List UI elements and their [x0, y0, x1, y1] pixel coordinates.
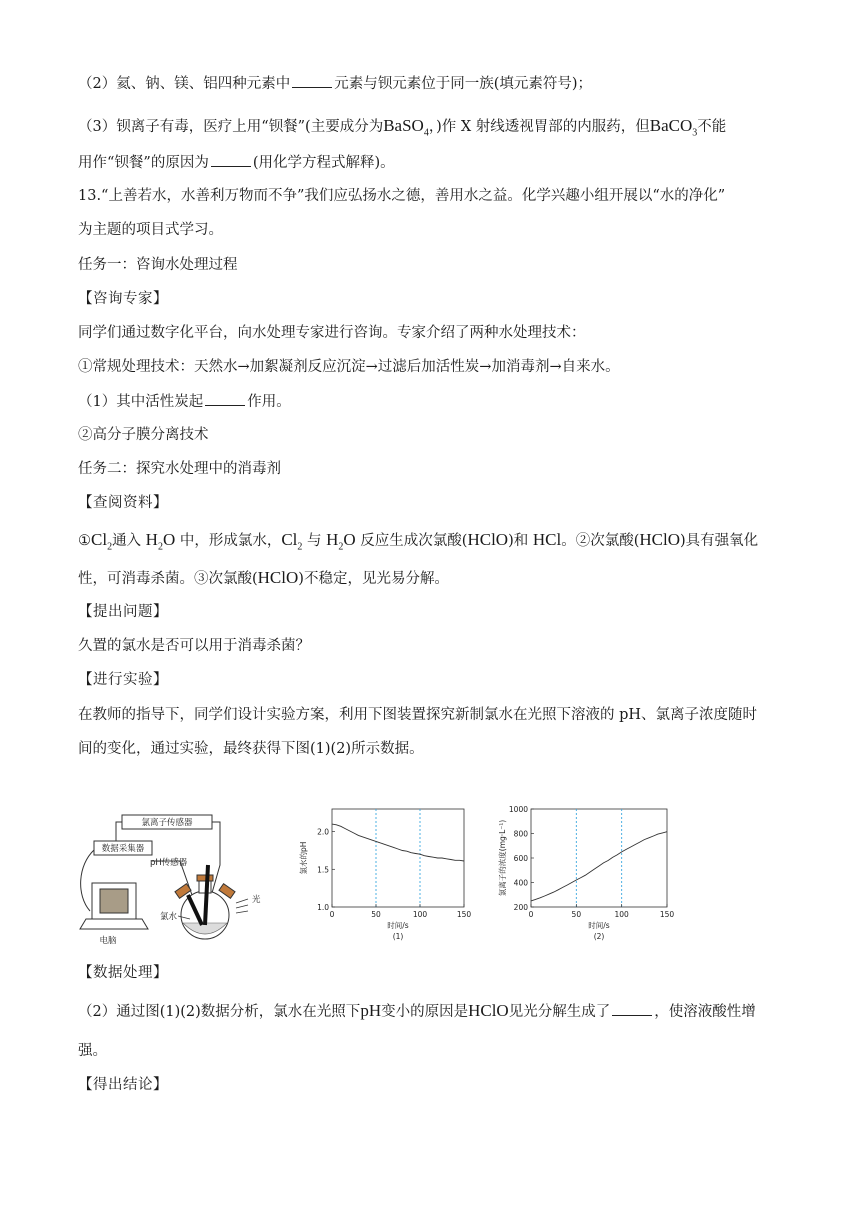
formula-hclo: HClO	[639, 530, 681, 549]
computer-label: 电脑	[99, 936, 117, 946]
chart-caption: (1)	[392, 932, 404, 941]
reference-line1: $①Cl_2$通入 $H_2O$ 中，形成氯水，$Cl_2$ 与 $H_2O$ 反应生成次氯酸(HClO)和 HCl。②次氯酸(HClO)具有强氧化	[78, 530, 759, 553]
formula-baco3: BaCO$_3$	[649, 116, 698, 139]
q13-part2-line1: （2）通过图(1)(2)数据分析，氯水在光照下pH变小的原因是HClO见光分解生成了 ，使溶液酸性增	[78, 1001, 756, 1020]
formula-cl2: $Cl_2$	[281, 530, 303, 553]
x-tick-label: 100	[614, 910, 629, 919]
q12-part3-line1: （3）钡离子有毒，医疗上用“钡餐”(主要成分为BaSO$_4$，)作 X 射线透视胃部的内服药，但BaCO$_3$不能	[78, 116, 727, 139]
formula-h2o: $H_2O$	[145, 530, 176, 553]
y-tick-label: 1000	[508, 805, 528, 814]
answer-blank[interactable]	[205, 391, 245, 406]
question-text: 久置的氯水是否可以用于消毒杀菌？	[78, 638, 310, 654]
consult-text: 同学们通过数字化平台，向水处理专家进行咨询。专家介绍了两种水处理技术：	[78, 325, 586, 341]
x-axis-label: 时间/s	[387, 921, 409, 930]
consult-heading: 【咨询专家】	[78, 291, 168, 307]
y-axis-label: 氯水的pH	[299, 841, 308, 875]
data-processing-heading: 【数据处理】	[78, 965, 168, 981]
question-heading: 【提出问题】	[78, 604, 168, 620]
y-tick-label: 1.5	[317, 865, 329, 875]
y-axis-label: 氯离子的浓度(mg·L⁻¹)	[498, 819, 507, 897]
x-tick-label: 100	[412, 910, 428, 919]
experiment-heading: 【进行实验】	[78, 672, 168, 688]
series-line	[332, 824, 464, 861]
formula-ph: pH	[360, 1001, 382, 1020]
tech-two: ②高分子膜分离技术	[78, 427, 209, 443]
q13-intro-line2: 为主题的项目式学习。	[78, 222, 223, 238]
q13-intro-line1: 13.“上善若水，水善利万物而不争”我们应弘扬水之德，善用水之益。化学兴趣小组开展以“水的净化”	[78, 188, 726, 204]
task-one: 任务一：咨询水处理过程	[78, 257, 238, 273]
reference-line2: 性，可消毒杀菌。③次氯酸(HClO)不稳定，见光易分解。	[78, 568, 449, 587]
collector-label: 数据采集器	[101, 844, 145, 854]
formula-hclo: HClO	[467, 530, 509, 549]
x-tick-label: 150	[456, 910, 472, 919]
chart-caption: (2)	[593, 932, 605, 941]
answer-blank[interactable]	[292, 73, 332, 88]
q12-part2: （2）氦、钠、镁、铝四种元素中 元素与钡元素位于同一族(填元素符号)；	[78, 73, 592, 94]
q13-part2-line2: 强。	[78, 1043, 107, 1059]
y-tick-label: 600	[513, 854, 528, 863]
q13-part1: （1）其中活性炭起 作用。	[78, 391, 291, 412]
y-tick-label: 2.0	[317, 827, 329, 837]
formula-hcl: HCl	[532, 530, 562, 549]
formula-h2o: $H_2O$	[326, 530, 356, 553]
experiment-line2: 间的变化，通过实验，最终获得下图(1)(2)所示数据。	[78, 741, 424, 757]
x-tick-label: 0	[329, 910, 335, 919]
chloride-sensor-label: 氯离子传感器	[141, 818, 193, 828]
formula-hclo: HClO	[468, 1001, 509, 1020]
answer-blank[interactable]	[612, 1001, 652, 1016]
x-tick-label: 0	[528, 910, 534, 919]
apparatus-diagram	[80, 815, 261, 946]
q12-part3-line2: 用作“钡餐”的原因为 (用化学方程式解释)。	[78, 152, 395, 173]
conclusion-heading: 【得出结论】	[78, 1077, 168, 1093]
x-tick-label: 50	[371, 910, 381, 919]
y-tick-label: 800	[513, 829, 528, 839]
formula-cl2: $Cl_2$	[91, 530, 113, 553]
chart-ph	[298, 809, 471, 941]
plot-frame	[531, 809, 667, 907]
y-tick-label: 200	[513, 903, 528, 912]
formula-baso4: BaSO$_4$	[383, 116, 429, 139]
series-line	[531, 832, 667, 901]
tech-one: ①常规处理技术：天然水→加絮凝剂反应沉淀→过滤后加活性炭→加消毒剂→自来水。	[78, 359, 620, 375]
answer-blank[interactable]	[211, 152, 251, 167]
y-tick-label: 1.0	[317, 903, 329, 912]
x-tick-label: 50	[571, 910, 582, 919]
experiment-figures	[70, 795, 690, 955]
x-tick-label: 150	[659, 910, 675, 919]
task-two: 任务二：探究水处理中的消毒剂	[78, 461, 281, 477]
reference-heading: 【查阅资料】	[78, 495, 168, 511]
x-axis-label: 时间/s	[588, 921, 610, 930]
ph-sensor-label: pH传感器	[150, 858, 188, 868]
experiment-line1: 在教师的指导下，同学们设计实验方案，利用下图装置探究新制氯水在光照下溶液的 pH、氯离子浓度随时	[78, 707, 758, 723]
y-tick-label: 400	[513, 878, 528, 888]
chart-chloride	[497, 805, 674, 941]
light-label: 光	[252, 895, 261, 905]
chlorine-water-label: 氯水	[160, 912, 178, 922]
formula-hclo: HClO	[257, 568, 299, 587]
